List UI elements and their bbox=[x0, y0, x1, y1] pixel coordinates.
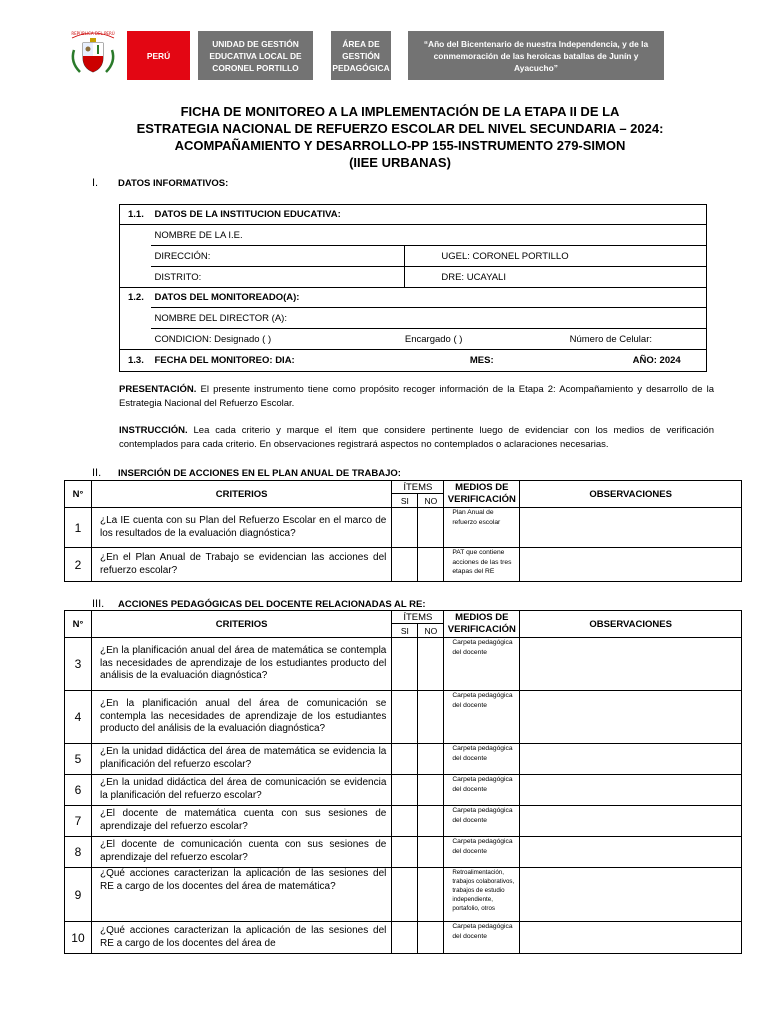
s11-title: DATOS DE LA INSTITUCION EDUCATIVA: bbox=[154, 209, 341, 220]
presentacion-text: El presente instrumento tiene como propósito recoger información de la Etapa 2: Acompañamiento y desarrollo de la Estrategia Nacional del Refuerzo Escolar. bbox=[119, 384, 714, 409]
row-medio: PAT que contiene acciones de las tres etapas del RE bbox=[444, 548, 520, 582]
table-row bbox=[65, 548, 742, 582]
condicion-designado[interactable]: CONDICION: Designado ( ) bbox=[151, 329, 404, 350]
title-line-4: (IIEE URBANAS) bbox=[349, 155, 451, 170]
col-n-header: N° bbox=[65, 481, 92, 508]
observaciones-cell[interactable] bbox=[520, 806, 742, 837]
row-number: 4 bbox=[65, 691, 92, 744]
director-field[interactable]: NOMBRE DEL DIRECTOR (A): bbox=[151, 308, 706, 329]
section-3-heading bbox=[92, 598, 426, 610]
distrito-field[interactable]: DISTRITO: bbox=[151, 267, 404, 288]
table-row bbox=[65, 868, 742, 922]
ugel-unit-label: UNIDAD DE GESTIÓN EDUCATIVA LOCAL DE CORONEL PORTILLO bbox=[198, 31, 313, 80]
seal-text: REPÚBLICA DEL PERÚ bbox=[71, 31, 115, 36]
row-number: 3 bbox=[65, 638, 92, 691]
si-checkbox-cell[interactable] bbox=[392, 691, 418, 744]
instruccion-text: Lea cada criterio y marque el ítem que considere pertinente luego de evidenciar con los medios de verificación contemplados para cada criterio. En observaciones registrará aspectos no contemplados o aclaraciones necesarias. bbox=[119, 425, 714, 450]
instruccion-paragraph bbox=[119, 424, 714, 451]
mes-field[interactable]: MES: bbox=[405, 350, 570, 372]
no-checkbox-cell[interactable] bbox=[418, 508, 444, 548]
document-title bbox=[100, 103, 700, 171]
col-medios-header: MEDIOS DE VERIFICACIÓN bbox=[444, 611, 520, 638]
section-2-table bbox=[64, 480, 742, 582]
row-number: 7 bbox=[65, 806, 92, 837]
si-checkbox-cell[interactable] bbox=[392, 744, 418, 775]
no-checkbox-cell[interactable] bbox=[418, 837, 444, 868]
row-criterio: ¿Qué acciones caracterizan la aplicación de las sesiones del RE a cargo de los docentes del área de matemática? bbox=[91, 868, 391, 922]
row-medio: Carpeta pedagógica del docente bbox=[444, 775, 520, 806]
row-number: 6 bbox=[65, 775, 92, 806]
table-row bbox=[65, 638, 742, 691]
observaciones-cell[interactable] bbox=[520, 691, 742, 744]
no-checkbox-cell[interactable] bbox=[418, 638, 444, 691]
section-1-number: I. bbox=[92, 177, 99, 189]
row-medio: Carpeta pedagógica del docente bbox=[444, 638, 520, 691]
anio-label: AÑO: bbox=[632, 355, 657, 366]
row-criterio: ¿Qué acciones caracterizan la aplicación de las sesiones del RE a cargo de los docentes del área de bbox=[91, 922, 391, 954]
observaciones-cell[interactable] bbox=[520, 548, 742, 582]
observaciones-cell[interactable] bbox=[520, 837, 742, 868]
table-row bbox=[65, 775, 742, 806]
table-row bbox=[65, 837, 742, 868]
si-checkbox-cell[interactable] bbox=[392, 806, 418, 837]
col-items-header: ÍTEMS bbox=[392, 611, 444, 624]
observaciones-cell[interactable] bbox=[520, 508, 742, 548]
col-medios-header: MEDIOS DE VERIFICACIÓN bbox=[444, 481, 520, 508]
col-si-header: SI bbox=[392, 494, 418, 508]
si-checkbox-cell[interactable] bbox=[392, 508, 418, 548]
observaciones-cell[interactable] bbox=[520, 744, 742, 775]
area-label: ÁREA DE GESTIÓN PEDAGÓGICA bbox=[331, 31, 391, 80]
row-medio: Plan Anual de refuerzo escolar bbox=[444, 508, 520, 548]
no-checkbox-cell[interactable] bbox=[418, 744, 444, 775]
row-criterio: ¿El docente de matemática cuenta con sus sesiones de aprendizaje del refuerzo escolar? bbox=[91, 806, 391, 837]
no-checkbox-cell[interactable] bbox=[418, 548, 444, 582]
ugel-field: UGEL: CORONEL PORTILLO bbox=[405, 246, 707, 267]
year-motto: “Año del Bicentenario de nuestra Independencia, y de la conmemoración de las heroicas batallas de Junín y Ayacucho” bbox=[408, 31, 664, 80]
ie-name-field[interactable]: NOMBRE DE LA I.E. bbox=[151, 225, 706, 246]
table-row bbox=[65, 806, 742, 837]
condicion-encargado[interactable]: Encargado ( ) bbox=[405, 329, 570, 350]
si-checkbox-cell[interactable] bbox=[392, 922, 418, 954]
row-criterio: ¿En la unidad didáctica del área de matemática se evidencia la planificación del refuerzo escolar? bbox=[91, 744, 391, 775]
col-criterios-header: CRITERIOS bbox=[91, 481, 391, 508]
row-number: 1 bbox=[65, 508, 92, 548]
col-si-header: SI bbox=[392, 624, 418, 638]
row-medio: Carpeta pedagógica del docente bbox=[444, 744, 520, 775]
title-line-2: ESTRATEGIA NACIONAL DE REFUERZO ESCOLAR DEL NIVEL SECUNDARIA – 2024: bbox=[136, 121, 664, 136]
row-criterio: ¿La IE cuenta con su Plan del Refuerzo Escolar en el marco de los resultados de la evaluación diagnóstica? bbox=[91, 508, 391, 548]
row-medio: Carpeta pedagógica del docente bbox=[444, 837, 520, 868]
row-number: 8 bbox=[65, 837, 92, 868]
dia-field[interactable]: DIA: bbox=[275, 355, 295, 366]
col-no-header: NO bbox=[418, 624, 444, 638]
col-observaciones-header: OBSERVACIONES bbox=[520, 611, 742, 638]
row-number: 10 bbox=[65, 922, 92, 954]
si-checkbox-cell[interactable] bbox=[392, 775, 418, 806]
table-row bbox=[65, 691, 742, 744]
no-checkbox-cell[interactable] bbox=[418, 868, 444, 922]
table-row bbox=[65, 922, 742, 954]
col-items-header: ÍTEMS bbox=[392, 481, 444, 494]
section-1-heading bbox=[92, 177, 228, 189]
si-checkbox-cell[interactable] bbox=[392, 868, 418, 922]
dre-field: DRE: UCAYALI bbox=[405, 267, 707, 288]
section-2-number: II. bbox=[92, 467, 102, 479]
row-medio: Carpeta pedagógica del docente bbox=[444, 806, 520, 837]
row-criterio: ¿El docente de comunicación cuenta con sus sesiones de aprendizaje del refuerzo escolar? bbox=[91, 837, 391, 868]
si-checkbox-cell[interactable] bbox=[392, 548, 418, 582]
section-1-title: DATOS INFORMATIVOS: bbox=[118, 178, 229, 189]
section-3-title: ACCIONES PEDAGÓGICAS DEL DOCENTE RELACIONADAS AL RE: bbox=[118, 599, 426, 610]
section-3-table bbox=[64, 610, 742, 954]
si-checkbox-cell[interactable] bbox=[392, 837, 418, 868]
observaciones-cell[interactable] bbox=[520, 868, 742, 922]
presentacion-label: PRESENTACIÓN. bbox=[119, 384, 197, 395]
col-no-header: NO bbox=[418, 494, 444, 508]
presentacion-paragraph bbox=[119, 383, 714, 410]
col-criterios-header: CRITERIOS bbox=[91, 611, 391, 638]
s13-number: 1.3. bbox=[120, 350, 152, 372]
informative-data-table bbox=[119, 204, 707, 372]
direccion-field[interactable]: DIRECCIÓN: bbox=[151, 246, 404, 267]
celular-field[interactable]: Número de Celular: bbox=[570, 329, 707, 350]
instruccion-label: INSTRUCCIÓN. bbox=[119, 425, 188, 436]
s11-number: 1.1. bbox=[128, 209, 144, 220]
s12-number: 1.2. bbox=[120, 288, 152, 308]
observaciones-cell[interactable] bbox=[520, 638, 742, 691]
peru-coat-of-arms-logo bbox=[66, 28, 120, 78]
row-criterio: ¿En la planificación anual del área de matemática se contempla las necesidades de aprendizaje de los estudiantes producto del análisis de la evaluación diagnóstica? bbox=[91, 638, 391, 691]
observaciones-cell[interactable] bbox=[520, 775, 742, 806]
row-medio: Retroalimentación, trabajos colaborativos, trabajos de estudio independiente, portafolio, otros bbox=[444, 868, 520, 922]
title-line-3: ACOMPAÑAMIENTO Y DESARROLLO-PP 155-INSTRUMENTO 279-SIMON bbox=[174, 138, 626, 153]
section-2-title: INSERCIÓN DE ACCIONES EN EL PLAN ANUAL DE TRABAJO: bbox=[118, 468, 401, 479]
col-n-header: N° bbox=[65, 611, 92, 638]
row-number: 9 bbox=[65, 868, 92, 922]
observaciones-cell[interactable] bbox=[520, 922, 742, 954]
section-3-number: III. bbox=[92, 598, 105, 610]
col-observaciones-header: OBSERVACIONES bbox=[520, 481, 742, 508]
si-checkbox-cell[interactable] bbox=[392, 638, 418, 691]
row-number: 2 bbox=[65, 548, 92, 582]
no-checkbox-cell[interactable] bbox=[418, 922, 444, 954]
no-checkbox-cell[interactable] bbox=[418, 775, 444, 806]
row-criterio: ¿En la planificación anual del área de comunicación se contempla las necesidades de aprendizaje de los estudiantes producto del análisis de la evaluación diagnóstica? bbox=[91, 691, 391, 744]
table-row bbox=[65, 744, 742, 775]
anio-value: 2024 bbox=[659, 355, 681, 366]
title-line-1: FICHA DE MONITOREO A LA IMPLEMENTACIÓN DE LA ETAPA II DE LA bbox=[180, 104, 620, 119]
row-criterio: ¿En la unidad didáctica del área de comunicación se evidencia la planificación del refuerzo escolar? bbox=[91, 775, 391, 806]
row-criterio: ¿En el Plan Anual de Trabajo se evidencian las acciones del refuerzo escolar? bbox=[91, 548, 391, 582]
row-medio: Carpeta pedagógica del docente bbox=[444, 691, 520, 744]
row-number: 5 bbox=[65, 744, 92, 775]
no-checkbox-cell[interactable] bbox=[418, 691, 444, 744]
country-label: PERÚ bbox=[127, 31, 190, 80]
section-2-heading bbox=[92, 467, 401, 479]
table-row bbox=[65, 508, 742, 548]
row-medio: Carpeta pedagógica del docente bbox=[444, 922, 520, 954]
fecha-label: FECHA DEL MONITOREO: bbox=[154, 355, 273, 366]
no-checkbox-cell[interactable] bbox=[418, 806, 444, 837]
s12-title: DATOS DEL MONITOREADO(A): bbox=[151, 288, 706, 308]
